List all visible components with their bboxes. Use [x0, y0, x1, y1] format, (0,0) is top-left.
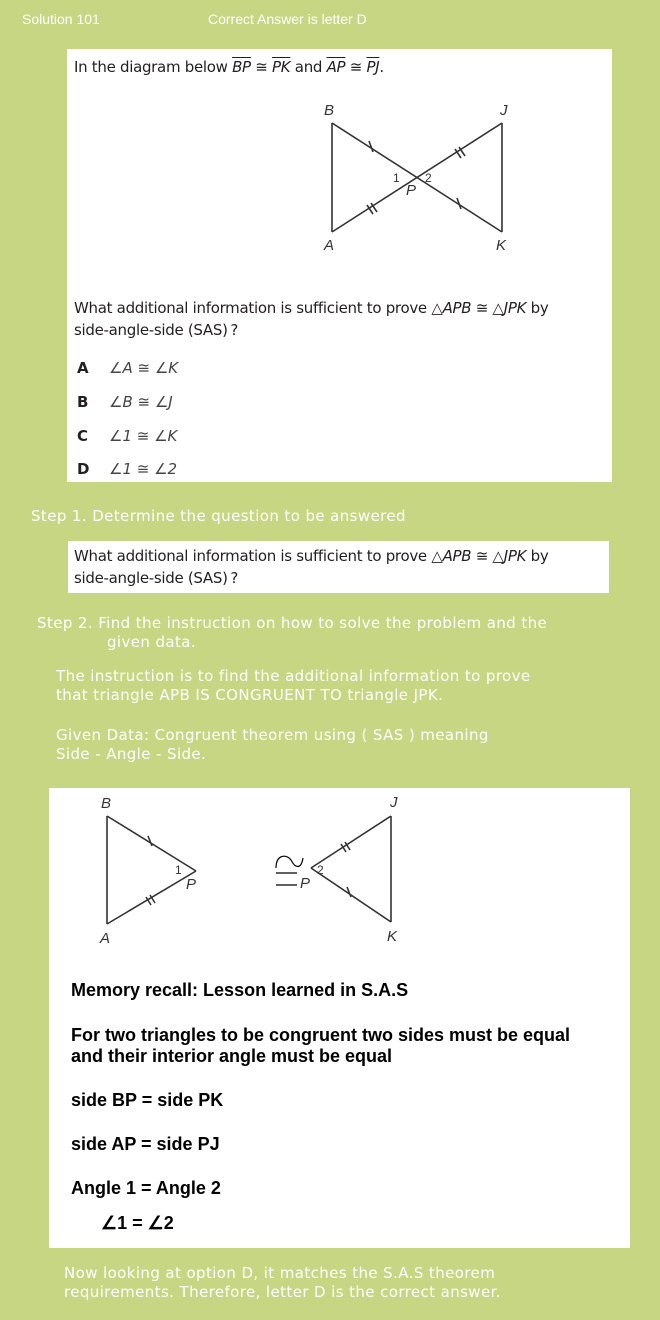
congruent-symbol: ≅	[475, 547, 489, 565]
conclusion-line2: requirements. Therefore, letter D is the correct answer.	[64, 1283, 501, 1301]
question-line2: side-angle-side (SAS) ?	[74, 321, 239, 339]
tilde-stroke	[276, 856, 303, 868]
bowtie-diagram	[312, 97, 522, 257]
vertex-p1-label: P	[186, 876, 197, 893]
vertex-j-label: J	[500, 102, 508, 119]
step1-question-panel	[68, 541, 609, 593]
and-text: and	[290, 58, 327, 76]
problem-intro	[74, 58, 384, 76]
segment-pj: $\overline{PJ}$	[366, 58, 380, 76]
instruction-line1: The instruction is to find the additional information to prove	[56, 667, 531, 685]
vertex-b-label: B	[324, 102, 335, 119]
question-line2: side-angle-side (SAS) ?	[74, 569, 239, 587]
question-suffix: by	[526, 547, 549, 565]
side-ap-pj: side AP = side PJ	[71, 1134, 220, 1154]
vertex-p2-label: P	[300, 875, 311, 892]
given-data-line2: Side - Angle - Side.	[56, 745, 207, 763]
segment-ap: $\overline{AP}$	[326, 58, 346, 76]
conclusion-line1: Now looking at option D, it matches the S.A.S theorem	[64, 1264, 496, 1282]
angle-1-label: 1	[175, 863, 182, 877]
step2-title-line1: Step 2. Find the instruction on how to solve the problem and the	[37, 614, 548, 632]
angle-equality: Angle 1 = Angle 2	[71, 1178, 221, 1198]
option-letter: D	[77, 460, 90, 478]
option-a[interactable]	[77, 359, 178, 377]
option-c[interactable]	[77, 427, 177, 445]
triangle-jpk: △JPK	[492, 299, 527, 317]
vertex-p-label: P	[406, 182, 417, 199]
angle-symbolic-equality: ∠1 = ∠2	[101, 1213, 174, 1233]
congruent-sign	[276, 856, 303, 885]
congruent-symbol: ≅	[475, 299, 489, 317]
step1-title: Step 1. Determine the question to be answered	[31, 507, 406, 525]
congruent-symbol: ≅	[255, 58, 268, 76]
correct-answer-label: Correct Answer is letter D	[208, 11, 367, 27]
instruction-line2: that triangle APB IS CONGRUENT TO triangle JPK.	[56, 686, 444, 704]
question-text	[74, 297, 548, 341]
question-suffix: by	[526, 299, 549, 317]
side-bp-pk: side BP = side PK	[71, 1090, 224, 1110]
option-expression: ∠B ≅ ∠J	[109, 393, 173, 411]
vertex-a-label: A	[324, 237, 335, 254]
option-letter: C	[77, 427, 89, 445]
problem-panel	[67, 49, 612, 482]
given-data-line1: Given Data: Congruent theorem using ( SAS ) meaning	[56, 726, 489, 744]
triangle-jpk: △JPK	[492, 547, 527, 565]
triangle-apb: △APB	[431, 299, 472, 317]
option-letter: B	[77, 393, 89, 411]
recall-panel	[49, 788, 630, 1248]
triangle-apb: △APB	[431, 547, 472, 565]
segment-bp: $\overline{BP}$	[232, 58, 251, 76]
intro-text: In the diagram below	[74, 58, 233, 76]
step2-title-line2: given data.	[107, 633, 197, 651]
step1-question-text	[74, 545, 548, 589]
vertex-j-label: J	[390, 794, 398, 811]
rule-line2: and their interior angle must be equal	[71, 1046, 393, 1066]
rule-line1: For two triangles to be congruent two sides must be equal	[71, 1025, 571, 1045]
vertex-a-label: A	[100, 930, 111, 947]
vertex-k-label: K	[387, 928, 398, 945]
option-letter: A	[77, 359, 89, 377]
option-b[interactable]	[77, 393, 173, 411]
angle-2-label: 2	[317, 863, 324, 877]
separated-triangles-diagram	[89, 788, 479, 953]
angle-1-label: 1	[393, 171, 400, 185]
recall-heading: Memory recall: Lesson learned in S.A.S	[71, 980, 409, 1000]
option-expression: ∠1 ≅ ∠2	[109, 460, 178, 478]
vertex-k-label: K	[496, 237, 507, 254]
question-prefix: What additional information is sufficient to prove	[74, 547, 432, 565]
vertex-b-label: B	[101, 795, 112, 812]
segment-pj	[311, 816, 391, 868]
angle-2-label: 2	[425, 171, 432, 185]
solution-label: Solution 101	[22, 11, 100, 27]
congruent-symbol: ≅	[349, 58, 363, 76]
option-expression: ∠1 ≅ ∠K	[109, 427, 178, 445]
option-d[interactable]	[77, 460, 177, 478]
option-expression: ∠A ≅ ∠K	[109, 359, 179, 377]
question-prefix: What additional information is sufficient to prove	[74, 299, 432, 317]
segment-pk: $\overline{PK}$	[272, 58, 291, 76]
period: .	[379, 58, 384, 76]
